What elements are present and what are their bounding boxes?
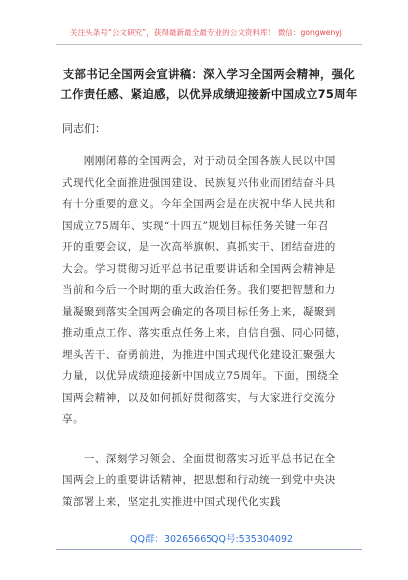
text-line: 当前和今后一个时期的重大政治任务。我们要把智慧和力: [62, 284, 336, 296]
text-line: 量凝聚到落实全国两会确定的各项目标任务上来，凝聚到: [62, 305, 336, 318]
title-line-2: 工作责任感、紧迫感，以优异成绩迎接新中国成立75周年: [60, 87, 358, 101]
text-line: 埋头苦干、奋勇前进，为推进中国式现代化建设汇聚强大: [62, 348, 336, 361]
qq-number-link[interactable]: QQ号:535304092: [211, 534, 294, 545]
text-line: 式现代化全面推进强国建设、民族复兴伟业而团结奋斗具: [62, 176, 336, 189]
header-divider: [56, 44, 362, 45]
text-line: 开的重要会议，是一次高举旗帜、真抓实干、团结奋进的: [62, 241, 336, 253]
paragraph-section-one: [62, 449, 352, 514]
text-line: 推动重点工作、落实重点任务上来，自信自强、同心同德，: [62, 327, 347, 339]
footer-underline: [56, 549, 362, 550]
text-line: 国两会上的重要讲话精神，把思想和行动统一到党中央决: [62, 474, 336, 486]
text-line: 国两会精神，以及如何抓好贯彻落实，与大家进行交流分: [62, 391, 336, 404]
text-line: 国成立75周年、实现“十四五”规划目标任务关键一年召: [62, 219, 329, 232]
document-body: [62, 151, 352, 513]
title-line-1: 支部书记全国两会宣讲稿：深入学习全国两会精神，强化: [62, 67, 356, 81]
header-banner: 关注头条号“公文研究”，获得最新最全最专业的公文资料库！ 微信：gongwenyj: [70, 28, 342, 37]
text-line: 大会。学习贯彻习近平总书记重要讲话和全国两会精神是: [62, 262, 336, 275]
text-line: 有十分重要的意义。今年全国两会是在庆祝中华人民共和: [62, 198, 336, 210]
text-line: 刚刚闭幕的全国两会，对于动员全国各族人民以中国: [62, 155, 336, 167]
paragraph-intro: [62, 151, 352, 431]
qq-group-link[interactable]: QQ群：30265665: [130, 534, 213, 545]
salutation: 同志们：: [62, 122, 106, 135]
text-line: 力量，以优异成绩迎接新中国成立75周年。下面，围绕全: [62, 370, 340, 382]
text-line: 策部署上来，坚定扎实推进中国式现代化实践: [62, 495, 281, 508]
document-title: [60, 64, 358, 104]
page-footer: [0, 533, 408, 553]
text-line: 享。: [62, 413, 84, 425]
text-line: 一、深刻学习领会、全面贯彻落实习近平总书记在全: [62, 452, 336, 465]
